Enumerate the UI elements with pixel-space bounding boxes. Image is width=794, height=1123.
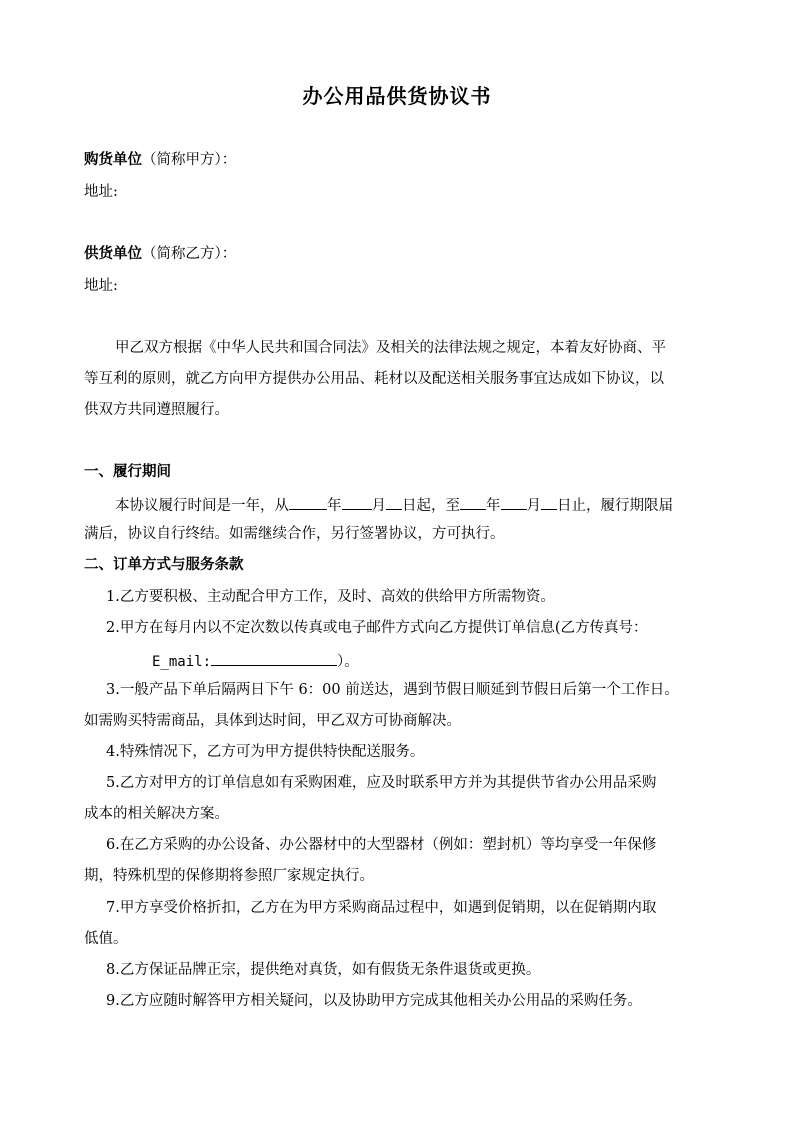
section1-line-1 [115,493,673,516]
clause-8: 8.乙方保证品牌正宗，提供绝对真货，如有假货无条件退货或更换。 [106,962,541,978]
clause-6-line-1: 6.在乙方采购的办公设备、办公器材中的大型器材（例如：塑封机）等均享受一年保修 [106,837,657,853]
intro-line-1: 甲乙双方根据《中华人民共和国合同法》及相关的法律法规之规定，本着友好协商、平 [115,340,666,356]
buyer-note: （简称甲方）： [142,152,237,168]
supplier-line [84,244,236,264]
clause-2: 2.甲方在每月内以不定次数以传真或电子邮件方式向乙方提供订单信息(乙方传真号： [106,620,648,636]
clause-5-line-2: 成本的相关解决方案。 [84,806,229,822]
section1-line-2: 满后，协议自行终结。如需继续合作，另行签署协议，方可执行。 [84,526,505,542]
clause-3-line-2: 如需购买特需商品，具体到达时间，甲乙双方可协商解决。 [84,713,461,729]
email-label: E_mail: [152,654,212,670]
clause-9: 9.乙方应随时解答甲方相关疑问，以及协助甲方完成其他相关办公用品的采购任务。 [106,993,642,1009]
clause-4: 4.特殊情况下，乙方可为甲方提供特快配送服务。 [106,744,425,760]
start-month-label: 月 [371,498,386,514]
start-day-blank [386,493,402,510]
start-year-label: 年 [327,498,342,514]
intro-line-3: 供双方共同遵照履行。 [84,402,229,418]
clause-5-line-1: 5.乙方对甲方的订单信息如有采购困难，应及时联系甲方并为其提供节省办公用品采购 [106,775,657,791]
supplier-label: 供货单位 [84,245,142,262]
buyer-line [84,150,236,170]
end-month-label: 月 [526,498,541,514]
supplier-note: （简称乙方）： [142,246,237,262]
clause-7-line-1: 7.甲方享受价格折扣，乙方在为甲方采购商品过程中，如遇到促销期，以在促销期内取 [106,900,657,916]
buyer-address: 地址: [84,184,118,200]
start-year-blank [289,493,327,510]
clause-7-line-2: 低值。 [84,931,128,947]
email-line-end: ）。 [337,654,359,670]
end-month-blank [501,493,527,510]
intro-line-2: 等互利的原则，就乙方向甲方提供办公用品、耗材以及配送相关服务事宜达成如下协议，以 [84,371,664,387]
clause-3-line-1: 3.一般产品下单后隔两日下午 6：00 前送达，遇到节假日顺延到节假日后第一个工作日。 [106,682,679,698]
end-day-blank [541,493,557,510]
buyer-label: 购货单位 [84,151,142,168]
section2-heading: 二、订单方式与服务条款 [84,556,244,573]
start-month-blank [342,493,372,510]
document-title: 办公用品供货协议书 [302,84,492,108]
section1-heading: 一、履行期间 [84,463,171,480]
email-blank [211,649,337,666]
term-text: 本协议履行时间是一年，从 [115,498,289,514]
clause-2-email-line [152,649,359,672]
end-day-label: 日止，履行期限届 [557,498,673,514]
end-year-blank [460,493,486,510]
start-day-label: 日起，至 [402,498,460,514]
supplier-address: 地址: [84,278,118,294]
clause-1: 1.乙方要积极、主动配合甲方工作，及时、高效的供给甲方所需物资。 [106,589,555,605]
end-year-label: 年 [486,498,501,514]
clause-6-line-2: 期，特殊机型的保修期将参照厂家规定执行。 [84,868,374,884]
